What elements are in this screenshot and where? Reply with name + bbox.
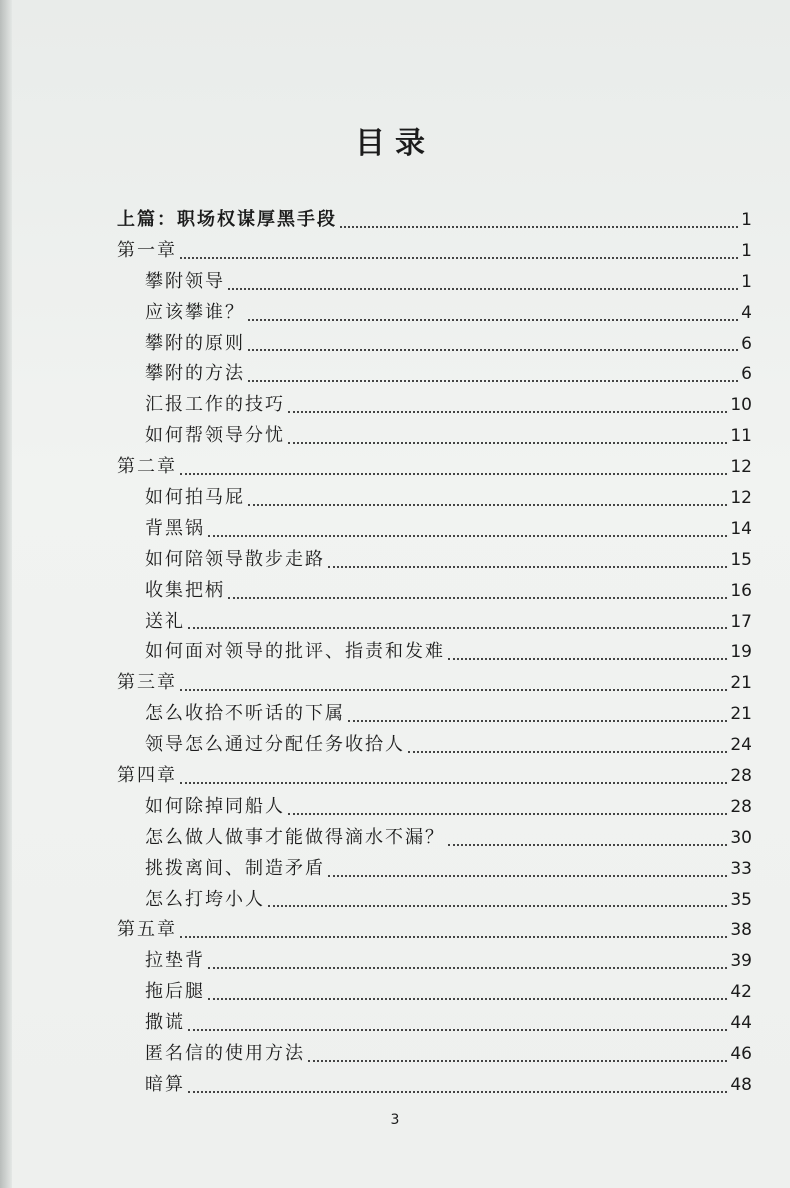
toc-entry (117, 514, 752, 545)
toc-entry-label: 攀附的方法 (145, 363, 245, 385)
toc-entry-label: 第二章 (117, 456, 177, 478)
toc-entry (117, 359, 752, 390)
toc-entry-label: 拉垫背 (145, 950, 205, 972)
toc-entry-page: 11 (730, 426, 752, 447)
toc-entry (117, 1008, 752, 1039)
toc-leader-dots (188, 1028, 727, 1031)
toc-entry-page: 24 (730, 735, 752, 756)
toc-leader-dots (180, 935, 727, 938)
toc-entry (117, 267, 752, 298)
toc-entry-label: 汇报工作的技巧 (145, 394, 285, 416)
toc-entry (117, 1070, 752, 1101)
toc-entry (117, 483, 752, 514)
toc-leader-dots (408, 750, 727, 753)
toc-entry (117, 545, 752, 576)
toc-entry-label: 如何陪领导散步走路 (145, 548, 325, 570)
toc-leader-dots (288, 410, 727, 413)
toc-entry-page: 6 (741, 333, 752, 354)
toc-entry-page: 35 (730, 889, 752, 910)
toc-leader-dots (188, 1090, 727, 1093)
toc-entry (117, 946, 752, 977)
toc-leader-dots (180, 472, 727, 475)
toc-entry-page: 1 (741, 271, 752, 292)
toc-leader-dots (448, 843, 727, 846)
toc-entry (117, 792, 752, 823)
toc-entry-page: 28 (730, 766, 752, 787)
toc-entry-page: 39 (730, 951, 752, 972)
toc-entry-page: 44 (730, 1013, 752, 1034)
toc-entry (117, 298, 752, 329)
page-number: 3 (390, 1112, 400, 1128)
toc-entry-page: 38 (730, 920, 752, 941)
toc-entry-label: 收集把柄 (145, 579, 225, 601)
toc-entry (117, 1039, 752, 1070)
toc-entry (117, 329, 752, 360)
toc-leader-dots (228, 596, 727, 599)
toc-entry (117, 977, 752, 1008)
toc-entry-page: 1 (741, 240, 752, 261)
toc-entry (117, 730, 752, 761)
toc-entry-page: 1 (741, 210, 752, 230)
toc-entry (117, 854, 752, 885)
toc-leader-dots (448, 657, 727, 660)
toc-entry-label: 拖后腿 (145, 981, 205, 1003)
toc-leader-dots (208, 534, 727, 537)
toc-leader-dots (188, 626, 727, 629)
page-title: 目录 (355, 126, 435, 161)
toc-entry-label: 暗算 (145, 1073, 185, 1095)
toc-leader-dots (180, 688, 727, 691)
toc-entry-label: 领导怎么通过分配任务收拾人 (145, 734, 405, 756)
toc-entry-page: 16 (730, 580, 752, 601)
toc-entry (117, 885, 752, 916)
toc-entry (117, 668, 752, 699)
toc-entry-label: 如何面对领导的批评、指责和发难 (145, 641, 445, 663)
toc-entry-label: 怎么做人做事才能做得滴水不漏？ (145, 826, 445, 848)
toc-entry-label: 第五章 (117, 919, 177, 941)
toc-entry-label: 应该攀谁？ (145, 301, 245, 323)
toc-entry-page: 12 (730, 457, 752, 478)
toc-leader-dots (208, 966, 727, 969)
toc-entry-page: 21 (730, 673, 752, 694)
toc-entry (117, 761, 752, 792)
toc-entry (117, 576, 752, 607)
toc-entry-label: 攀附的原则 (145, 332, 245, 354)
toc-entry (117, 607, 752, 638)
toc-entry-label: 第三章 (117, 672, 177, 694)
toc-leader-dots (328, 874, 727, 877)
toc-leader-dots (180, 781, 727, 784)
toc-entry (117, 915, 752, 946)
toc-entry-page: 21 (730, 704, 752, 725)
toc-entry-label: 背黑锅 (145, 517, 205, 539)
toc-entry-page: 46 (730, 1044, 752, 1065)
toc-leader-dots (180, 256, 738, 259)
toc-entry-page: 12 (730, 488, 752, 509)
toc-entry-page: 4 (741, 302, 752, 323)
toc-entry-label: 第四章 (117, 765, 177, 787)
toc-leader-dots (328, 565, 727, 568)
toc-leader-dots (268, 904, 727, 907)
toc-entry-page: 33 (730, 858, 752, 879)
toc-leader-dots (308, 1059, 727, 1062)
toc-leader-dots (288, 812, 727, 815)
toc-leader-dots (248, 318, 738, 321)
toc-entry-label: 匿名信的使用方法 (145, 1043, 305, 1065)
toc-leader-dots (228, 287, 738, 290)
toc-entry-page: 28 (730, 796, 752, 817)
toc-entry-page: 17 (730, 611, 752, 632)
toc-entry (117, 390, 752, 421)
toc-entry-page: 6 (741, 364, 752, 385)
toc-entry (117, 205, 752, 236)
toc-leader-dots (340, 225, 738, 228)
toc-entry (117, 823, 752, 854)
toc-entry-label: 如何拍马屁 (145, 487, 245, 509)
toc-entry-label: 怎么打垮小人 (145, 888, 265, 910)
toc-entry (117, 699, 752, 730)
toc-entry-page: 48 (730, 1074, 752, 1095)
toc-entry-label: 送礼 (145, 610, 185, 632)
toc-leader-dots (208, 997, 727, 1000)
toc-leader-dots (288, 441, 727, 444)
toc-entry-label: 挑拨离间、制造矛盾 (145, 857, 325, 879)
toc-entry (117, 452, 752, 483)
toc-entry-label: 如何除掉同船人 (145, 795, 285, 817)
toc-entry-label: 第一章 (117, 239, 177, 261)
toc-entry-page: 19 (730, 642, 752, 663)
toc-leader-dots (348, 719, 727, 722)
toc-entry-page: 14 (730, 518, 752, 539)
toc-entry-page: 30 (730, 827, 752, 848)
toc-entry-page: 15 (730, 549, 752, 570)
toc-entry-page: 10 (730, 395, 752, 416)
toc-entry-label: 如何帮领导分忧 (145, 425, 285, 447)
toc-entry-label: 怎么收拾不听话的下属 (145, 703, 345, 725)
toc-entry-label: 攀附领导 (145, 270, 225, 292)
table-of-contents (117, 205, 752, 1101)
page-binding-edge (0, 0, 12, 1188)
toc-leader-dots (248, 379, 738, 382)
toc-entry-label: 上篇：职场权谋厚黑手段 (117, 209, 337, 230)
toc-leader-dots (248, 503, 727, 506)
toc-entry (117, 421, 752, 452)
toc-leader-dots (248, 348, 738, 351)
toc-entry (117, 236, 752, 267)
toc-entry-page: 42 (730, 982, 752, 1003)
toc-entry-label: 撒谎 (145, 1012, 185, 1034)
toc-entry (117, 637, 752, 668)
